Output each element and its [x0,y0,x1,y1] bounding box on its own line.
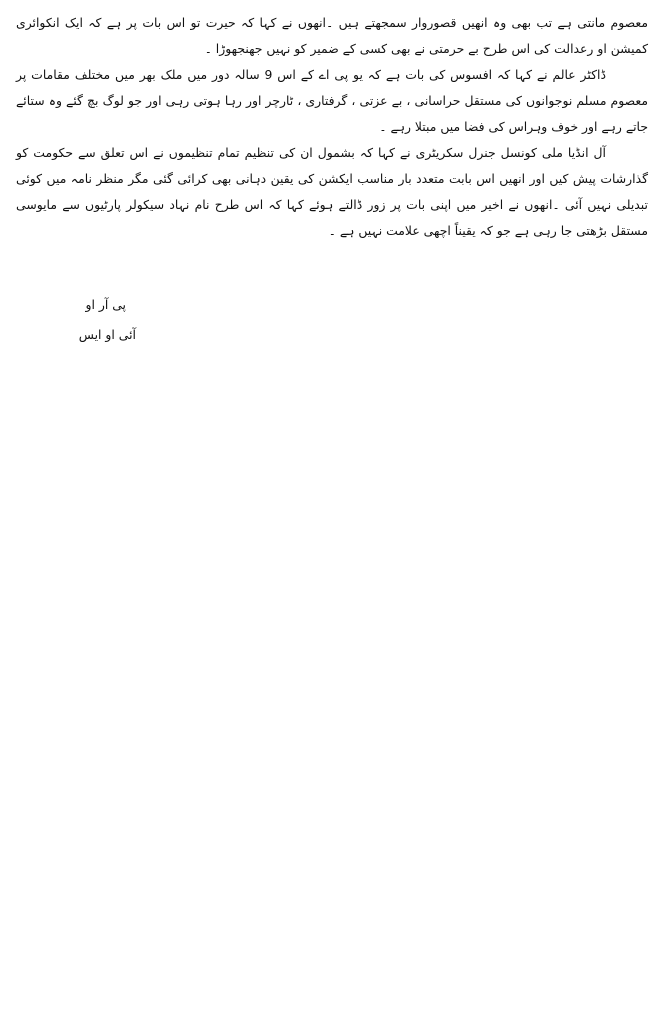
signoff-agency: پی آر او [85,297,126,312]
paragraph-3: آل انڈیا ملی کونسل جنرل سکریٹری نے کہا کہ بشمول ان کی تنظیم تمام تنظیموں نے اس تعلق سے حکومت کو گذارشات پیش کیں اور انھیں اس بابت متعدد بار مناسب ایکشن کی یقین دہانی بھی کرائی گئی مگر منظر نامہ میں کوئی تبدیلی نہیں آئی ۔انھوں نے اخیر میں اپنی بات پر زور ڈالتے ہوئے کہا کہ اس طرح نام نہاد سیکولر پارٹیوں سے مایوسی مستقل بڑھتی جا رہی ہے جو کہ یقیناً اچھی علامت نہیں ہے ۔ [16,145,648,238]
paragraph-2: ڈاکٹر عالم نے کہا کہ افسوس کی بات ہے کہ یو پی اے کے اس 9 سالہ دور میں ملک بھر میں مختلف مقامات پر معصوم مسلم نوجوانوں کی مستقل حراسانی ، بے عزتی ، گرفتاری ، ٹارچر اور رہا ہوتی رہی اور جو لوگ بچ گئے وہ ستائے جاتے رہے اور خوف وہراس کی فضا میں مبتلا رہے ۔ [16,67,648,134]
paragraph-1: معصوم مانتی ہے تب بھی وہ انھیں قصوروار سمجھتے ہیں ۔انھوں نے کہا کہ حیرت تو اس بات پر ہے کہ ایک انکوائری کمیشن او رعدالت کی اس طرح بے حرمتی نے بھی کسی کے ضمیر کو نہیں جھنجھوڑا ۔ [16,15,648,56]
signoff-initials: آئی او ایس [78,327,136,342]
article-body [16,10,648,244]
signoff-block [56,290,136,350]
